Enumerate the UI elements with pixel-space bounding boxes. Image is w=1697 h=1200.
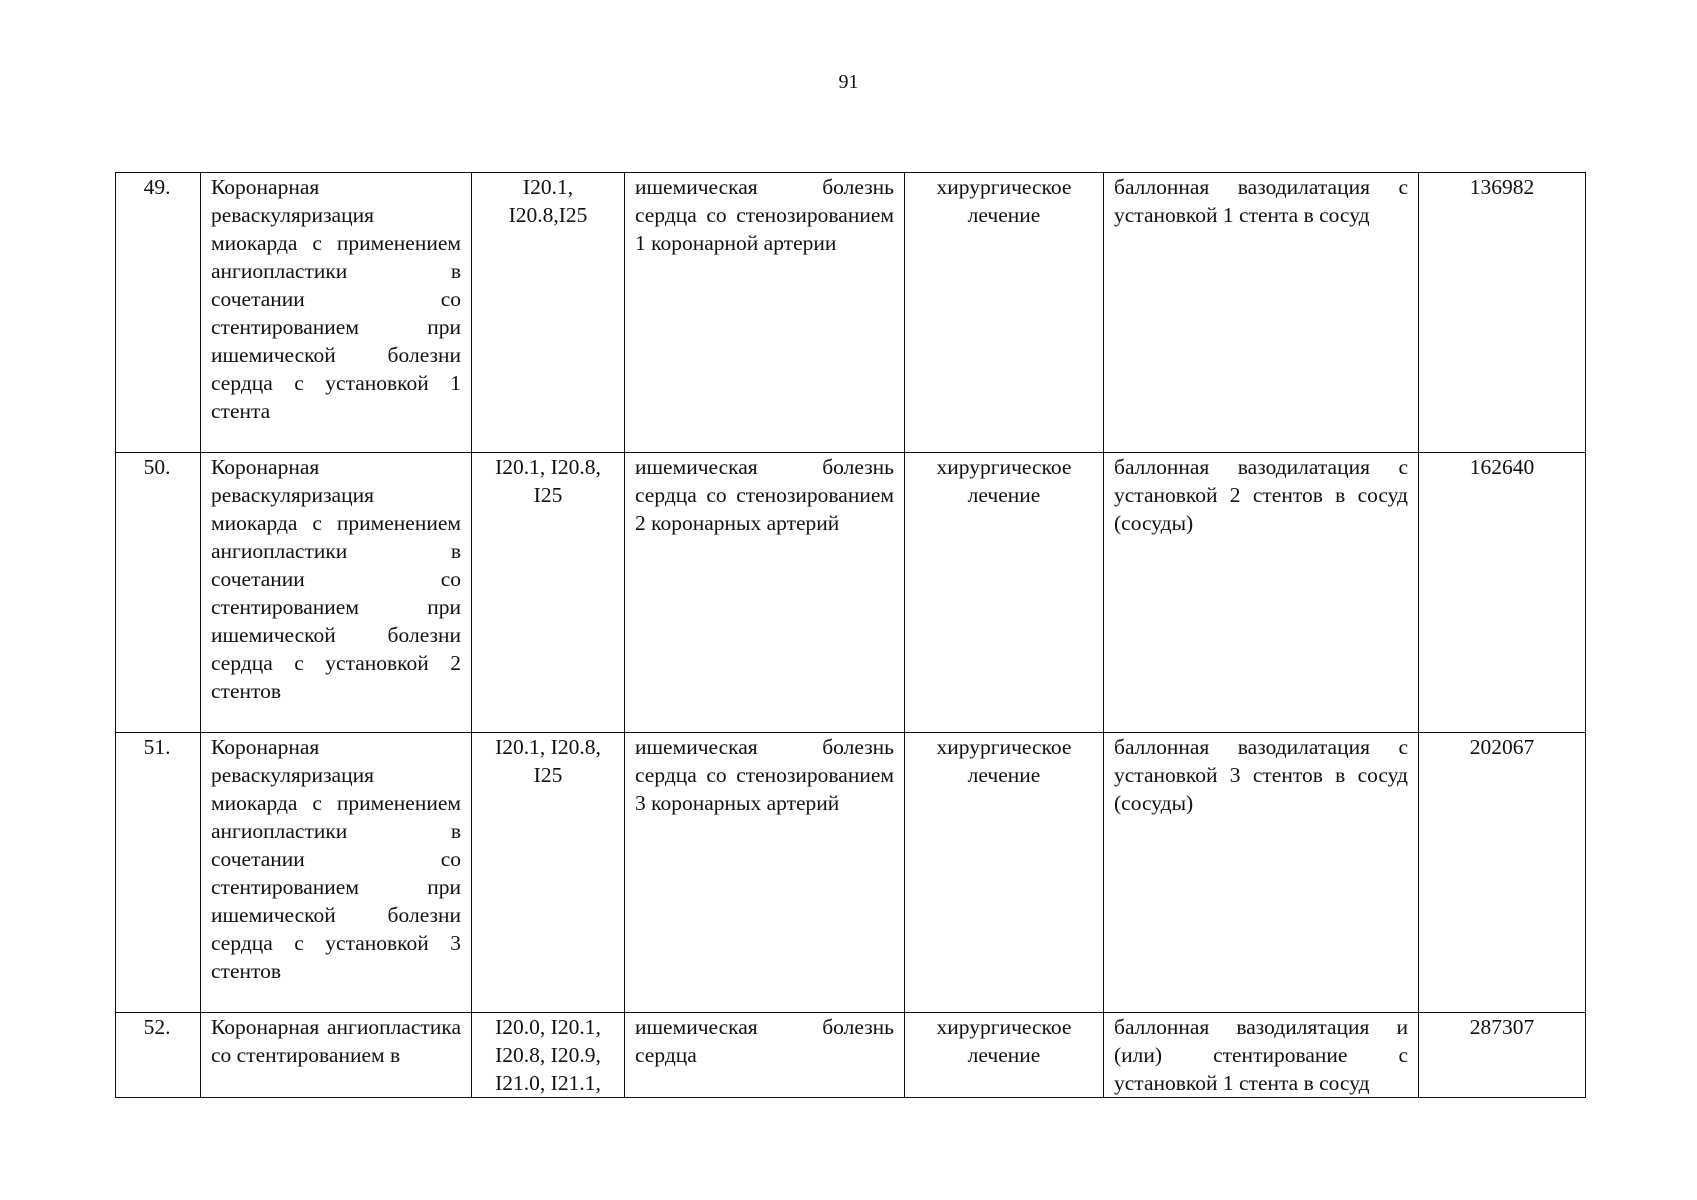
table-row — [116, 173, 1586, 453]
icd-code-line: I20.8, I20.9, — [495, 1043, 601, 1067]
treatment-type — [905, 1013, 1104, 1098]
icd-code-line: I20.8,I25 — [508, 203, 588, 227]
treatment-method: баллонная вазодилатация с установкой 2 стентов в сосуд (сосуды) — [1104, 453, 1419, 733]
diagnosis — [625, 1013, 905, 1098]
service-name-text: Коронарная ангиопластика со стентированием в — [211, 1015, 461, 1067]
treatment-type-line: хирургическое — [936, 455, 1072, 479]
icd-code-line: I25 — [533, 763, 563, 787]
service-name — [201, 1013, 472, 1098]
treatment-type — [905, 733, 1104, 1013]
treatment-type-line: лечение — [967, 763, 1041, 787]
treatment-type — [905, 173, 1104, 453]
cost: 162640 — [1419, 453, 1586, 733]
icd-code-line: I25 — [533, 483, 563, 507]
cost: 202067 — [1419, 733, 1586, 1013]
row-number-text: 52. — [143, 1015, 171, 1039]
service-name: Коронарная реваскуляризация миокарда с применением ангиопластики в сочетании со стентированием при ишемической болезни сердца с установкой 3 стентов — [201, 733, 472, 1013]
row-number: 51. — [116, 733, 201, 1013]
icd-code-line: I20.1, — [522, 175, 574, 199]
treatment-type-line: хирургическое — [936, 735, 1072, 759]
treatment-method-text: баллонная вазодилятация и (или) стентирование с установкой 1 стента в сосуд — [1114, 1015, 1408, 1095]
treatment-type-line: лечение — [967, 483, 1041, 507]
treatment-method: баллонная вазодилатация с установкой 3 стентов в сосуд (сосуды) — [1104, 733, 1419, 1013]
row-number — [116, 1013, 201, 1098]
treatment-type-line: лечение — [967, 203, 1041, 227]
cost: 136982 — [1419, 173, 1586, 453]
service-name: Коронарная реваскуляризация миокарда с применением ангиопластики в сочетании со стентированием при ишемической болезни сердца с установкой 1 стента — [201, 173, 472, 453]
table-row — [116, 733, 1586, 1013]
diagnosis: ишемическая болезнь сердца со стенозированием 1 коронарной артерии — [625, 173, 905, 453]
icd-codes — [472, 453, 625, 733]
treatment-type-line: хирургическое — [936, 175, 1072, 199]
cost-text: 287307 — [1469, 1015, 1535, 1039]
icd-codes — [472, 1013, 625, 1098]
icd-code-line: I21.0, I21.1, — [495, 1071, 601, 1095]
treatment-method — [1104, 1013, 1419, 1098]
diagnosis: ишемическая болезнь сердца со стенозированием 3 коронарных артерий — [625, 733, 905, 1013]
icd-codes — [472, 733, 625, 1013]
icd-codes — [472, 173, 625, 453]
service-name: Коронарная реваскуляризация миокарда с применением ангиопластики в сочетании со стентированием при ишемической болезни сердца с установкой 2 стентов — [201, 453, 472, 733]
icd-code-line: I20.1, I20.8, — [495, 455, 601, 479]
table-row — [116, 453, 1586, 733]
row-number: 49. — [116, 173, 201, 453]
table-row — [116, 1013, 1586, 1098]
treatment-method: баллонная вазодилатация с установкой 1 стента в сосуд — [1104, 173, 1419, 453]
treatment-type-line: лечение — [967, 1043, 1041, 1067]
cost — [1419, 1013, 1586, 1098]
diagnosis: ишемическая болезнь сердца со стенозированием 2 коронарных артерий — [625, 453, 905, 733]
services-table — [115, 172, 1586, 1098]
row-number: 50. — [116, 453, 201, 733]
icd-code-line: I20.0, I20.1, — [495, 1015, 601, 1039]
icd-code-line: I20.1, I20.8, — [495, 735, 601, 759]
treatment-type-line: хирургическое — [936, 1015, 1072, 1039]
page-number: 91 — [838, 71, 859, 93]
diagnosis-text: ишемическая болезнь сердца — [635, 1015, 894, 1067]
treatment-type — [905, 453, 1104, 733]
